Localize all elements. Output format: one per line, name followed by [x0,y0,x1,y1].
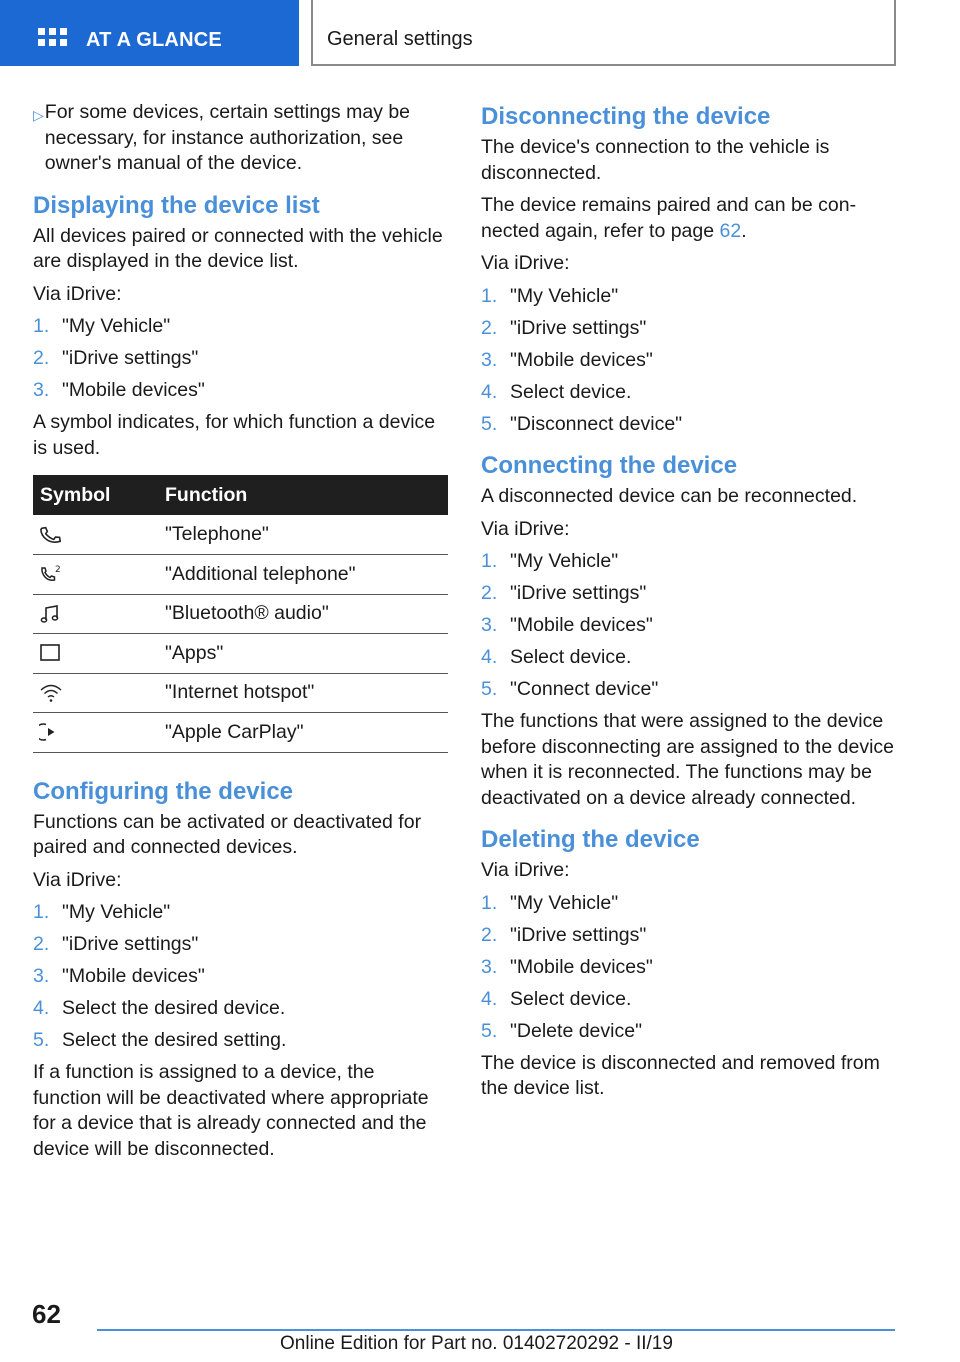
configuring-intro: Functions can be activated or deactivated for paired and connected devices. [33,810,422,858]
step-number: 4. [481,987,498,1010]
page-number: 62 [32,1299,61,1329]
step-number: 2. [481,316,498,339]
step-number: 2. [481,582,498,604]
step-number: 5. [481,678,498,700]
configuring-steps [33,900,448,1054]
list-item [481,645,896,671]
svg-text:2: 2 [55,565,61,576]
deleting-steps [481,891,896,1045]
symbol-cell [33,594,157,634]
section-title: General settings [327,28,473,50]
left-column [33,100,448,1169]
at-a-glance-label: AT A GLANCE [86,29,222,51]
connecting-via: Via iDrive: [481,517,570,540]
table-row [33,673,448,713]
list-item [33,378,448,404]
triangle-bullet-icon: ▷ [33,107,44,123]
disconnecting-via: Via iDrive: [481,252,570,274]
list-item [33,314,448,340]
step-text: "Mobile devices" [62,379,205,401]
step-number: 1. [33,315,50,337]
configuring-heading: Configuring the device [33,777,294,805]
table-row [33,634,448,674]
step-text: Select device. [510,380,632,403]
list-item [33,964,448,990]
note-bullet [33,100,448,177]
list-item [481,1019,896,1045]
deleting-via: Via iDrive: [481,859,570,881]
table-row [33,555,448,595]
section-tab[interactable] [311,0,896,66]
at-a-glance-tab[interactable] [0,0,299,66]
disconnecting-steps [481,284,896,438]
step-text: "iDrive settings" [62,933,199,955]
list-item [481,284,896,310]
step-number: 3. [33,965,50,987]
symbol-note: A symbol indicates, for which function a device is used. [33,411,436,459]
list-item [481,412,896,438]
table-row [33,594,448,634]
step-text: "My Vehicle" [510,550,619,572]
step-number: 1. [481,891,498,914]
wifi-icon [39,682,63,704]
music-note-icon [39,603,61,625]
column-header-symbol: Symbol [33,475,157,515]
page-link[interactable]: 62 [719,219,742,242]
connecting-intro: A disconnected device can be reconnected. [481,485,858,507]
list-item [33,996,448,1022]
symbol-cell [33,713,157,753]
step-text: "My Vehicle" [62,315,171,337]
right-column [481,100,896,1109]
step-text: "iDrive settings" [510,582,647,604]
device-list-via: Via iDrive: [33,282,122,305]
step-number: 4. [481,646,498,668]
step-number: 4. [33,997,50,1019]
device-list-intro: All devices paired or connected with the vehicle are displayed in the device list. [33,224,443,272]
step-text: Select device. [510,987,632,1010]
symbol-cell [33,673,157,713]
step-number: 1. [481,284,498,307]
step-number: 3. [481,348,498,371]
step-text: "Mobile devices" [510,348,653,371]
function-cell: "Internet hotspot" [157,673,448,713]
list-item [481,549,896,575]
step-number: 4. [481,380,498,403]
connecting-heading: Connecting the device [481,452,738,479]
step-number: 3. [481,955,498,978]
column-header-function: Function [157,475,448,515]
disconnecting-p1: The device's connection to the vehicle is disconnected. [481,136,830,184]
step-number: 3. [481,614,498,636]
step-text: "My Vehicle" [510,891,619,914]
function-cell: "Telephone" [157,515,448,555]
step-number: 3. [33,379,50,401]
step-number: 1. [481,550,498,572]
step-number: 2. [33,347,50,369]
list-item [481,923,896,949]
list-item [481,677,896,703]
edition-note: Online Edition for Part no. 01402720292 - II/19 [280,1333,673,1354]
deleting-note: The device is disconnected and removed from the device list. [481,1051,880,1099]
step-text: "Connect device" [510,678,659,700]
configuring-via: Via iDrive: [33,868,122,891]
connecting-steps [481,549,896,703]
step-text: "Mobile devices" [62,965,205,987]
carplay-icon [39,721,61,743]
symbol-cell [33,634,157,674]
list-item [481,613,896,639]
list-item [33,900,448,926]
step-text: "Delete device" [510,1019,642,1042]
note-bullet-text: For some devices, certain settings may be necessary, for instance authorization, see owner's manual of the device. [44,101,411,174]
function-cell: "Additional telephone" [157,555,448,595]
apps-icon [39,642,61,664]
step-number: 1. [33,901,50,923]
device-list-steps [33,314,448,404]
telephone-icon [39,524,61,546]
connecting-note: The functions that were assigned to the device before disconnecting are assigned to the device when it is reconnected. The functions may be deactivated on a device already connected. [481,710,895,809]
device-list-heading: Displaying the device list [33,191,320,219]
symbol-cell [33,555,157,595]
list-item [33,346,448,372]
list-item [481,316,896,342]
list-item [481,348,896,374]
disconnecting-p2 [481,193,896,244]
function-cell: "Bluetooth® audio" [157,594,448,634]
list-item [481,955,896,981]
step-number: 5. [33,1029,50,1051]
step-text: Select the desired device. [62,997,286,1019]
function-cell: "Apps" [157,634,448,674]
configuring-note: If a function is assigned to a device, the function will be deactivated where appropriate for a device that is already connected and the device will be disconnected. [33,1061,429,1160]
step-text: Select device. [510,646,632,668]
list-item [481,581,896,607]
page-header [0,0,960,66]
table-row [33,515,448,555]
step-number: 5. [481,412,498,435]
step-number: 2. [481,923,498,946]
list-item [33,1028,448,1054]
step-text: "Mobile devices" [510,955,653,978]
disconnecting-p2-end: . [741,219,747,242]
step-text: "iDrive settings" [510,923,647,946]
list-item [33,932,448,958]
list-item [481,987,896,1013]
deleting-heading: Deleting the device [481,826,700,853]
step-number: 2. [33,933,50,955]
step-text: "My Vehicle" [62,901,171,923]
table-row [33,713,448,753]
step-number: 5. [481,1019,498,1042]
symbol-cell [33,515,157,555]
symbol-table [33,475,448,753]
disconnecting-heading: Disconnecting the device [481,103,771,130]
grid-icon [38,28,68,52]
list-item [481,380,896,406]
step-text: "iDrive settings" [510,316,647,339]
step-text: "Disconnect device" [510,412,683,435]
additional-telephone-icon [39,563,63,585]
function-cell: "Apple CarPlay" [157,713,448,753]
step-text: "Mobile devices" [510,614,653,636]
footer-divider [97,1329,895,1331]
step-text: "iDrive settings" [62,347,199,369]
step-text: "My Vehicle" [510,284,619,307]
disconnecting-p2-text: The device remains paired and can be connected again, refer to page [481,194,857,242]
list-item [481,891,896,917]
step-text: Select the desired setting. [62,1029,287,1051]
table-header-row [33,475,448,515]
